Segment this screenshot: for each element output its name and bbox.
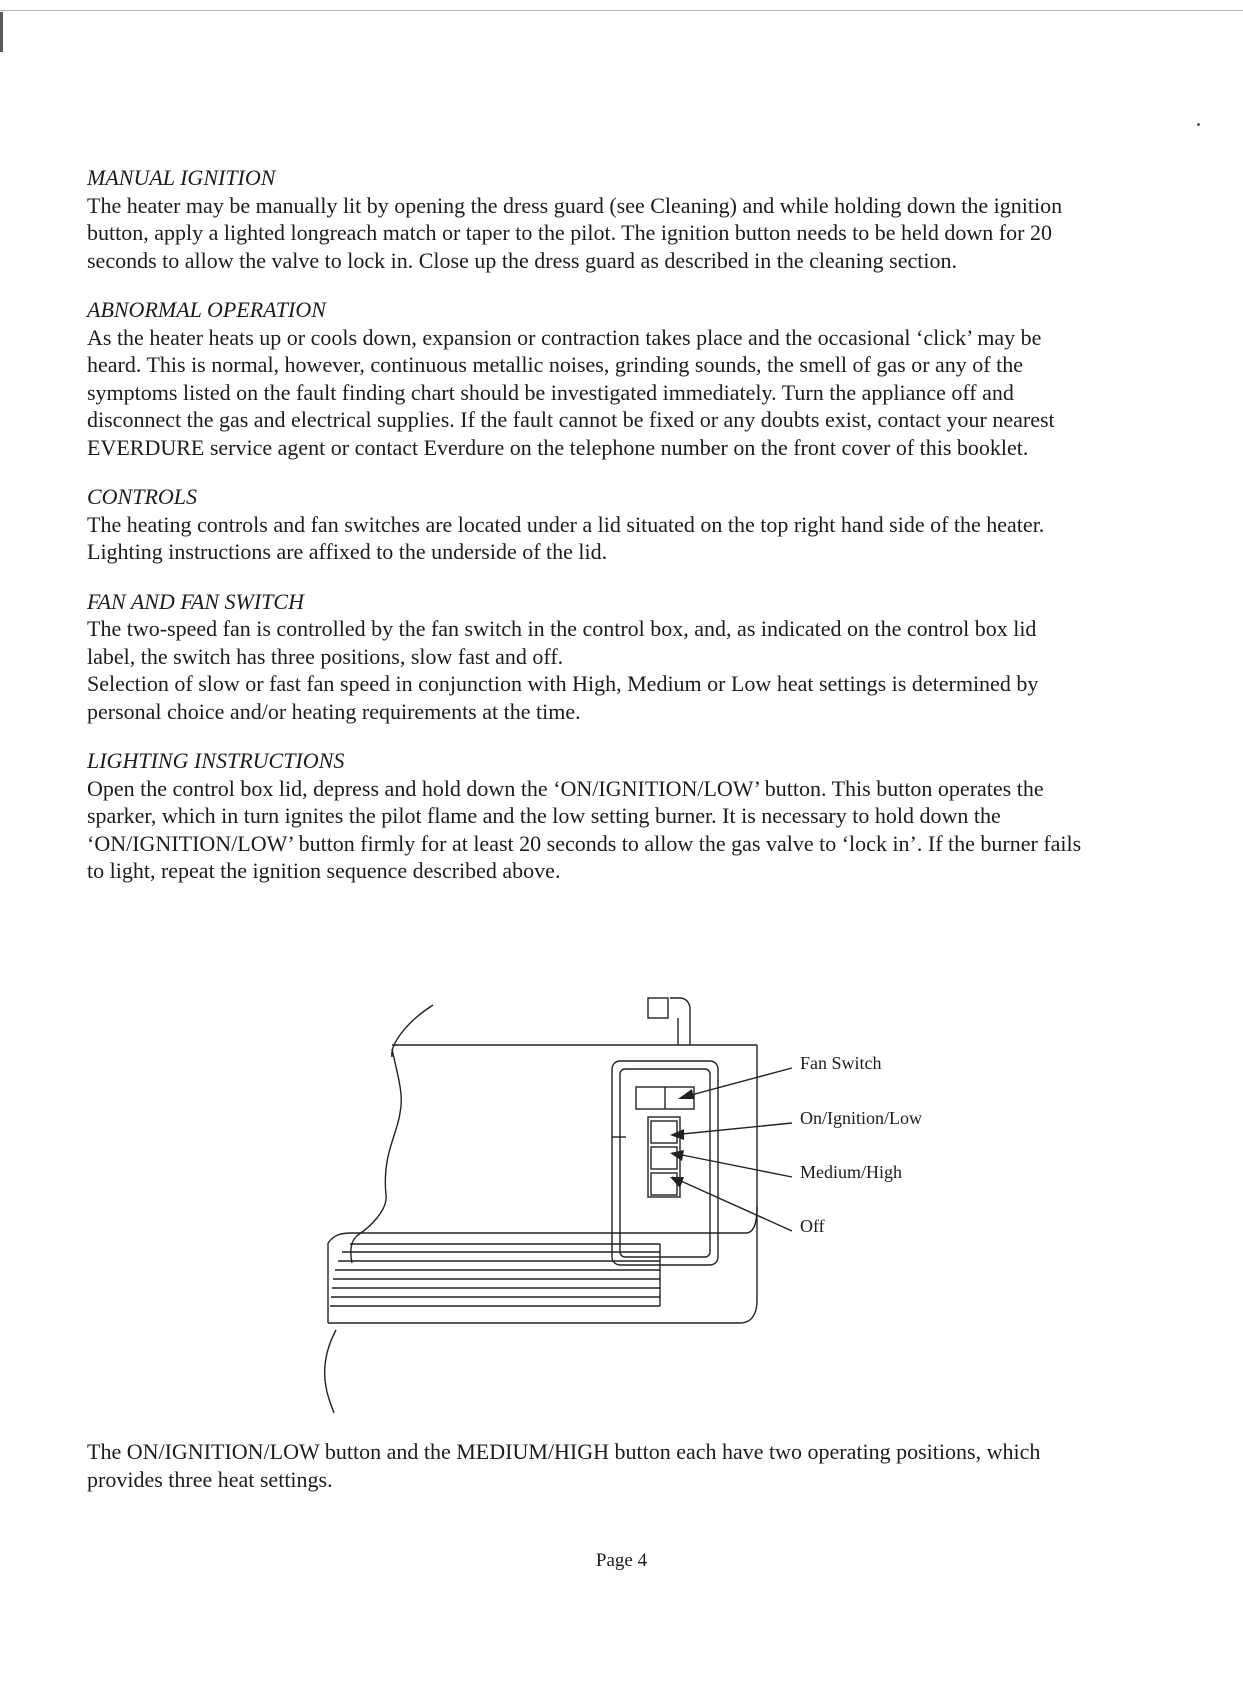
scan-border-line bbox=[0, 10, 1243, 11]
closing-note bbox=[87, 1438, 1087, 1493]
section-paragraph: The heater may be manually lit by opening the dress guard (see Cleaning) and while holding down the ignition button, apply a lighted longreach match or taper to the pilot. The ignition button needs to be held down for 20 seconds to allow the valve to lock in. Close up the dress guard as described in the cleaning section. bbox=[87, 192, 1063, 273]
instructions-body bbox=[87, 164, 1087, 907]
section-paragraph: Open the control box lid, depress and hold down the ‘ON/IGNITION/LOW’ button. This button operates the sparker, which in turn ignites the pilot flame and the low setting burner. It is necessary to hold down the ‘ON/IGNITION/LOW’ button firmly for at least 20 seconds to allow the gas valve to ‘lock in’. If the burner fails to light, repeat the ignition sequence described above. bbox=[87, 775, 1082, 883]
callout-arrows bbox=[670, 1068, 792, 1231]
section-lighting-instructions bbox=[87, 747, 1087, 885]
section-manual-ignition bbox=[87, 164, 1087, 274]
scan-edge-mark bbox=[0, 12, 3, 52]
section-heading: LIGHTING INSTRUCTIONS bbox=[87, 748, 345, 773]
off-label: Off bbox=[800, 1216, 825, 1236]
closing-paragraph: The ON/IGNITION/LOW button and the MEDIUM/HIGH button each have two operating positions, which provides three heat settings. bbox=[87, 1439, 1041, 1492]
section-heading: MANUAL IGNITION bbox=[87, 165, 276, 190]
section-abnormal-operation bbox=[87, 296, 1087, 461]
section-paragraph: As the heater heats up or cools down, expansion or contraction takes place and the occasional ‘click’ may be heard. This is normal, however, continuous metallic noises, grinding sounds, the smell of gas or any of the symptoms listed on the fault finding chart should be investigated immediately. Turn the appliance off and disconnect the gas and electrical supplies. If the fault cannot be fixed or any doubts exist, contact your nearest EVERDURE service agent or contact Everdure on the telephone number on the front cover of this booklet. bbox=[87, 324, 1055, 460]
heater-body-outline bbox=[325, 1005, 757, 1413]
section-heading: ABNORMAL OPERATION bbox=[87, 297, 326, 322]
section-paragraph: The two-speed fan is controlled by the fan switch in the control box, and, as indicated on the control box lid label, the switch has three positions, slow fast and off. bbox=[87, 616, 1037, 669]
section-fan-and-fan-switch bbox=[87, 588, 1087, 726]
page-number: Page 4 bbox=[595, 1550, 648, 1571]
section-heading: CONTROLS bbox=[87, 484, 198, 509]
control-buttons bbox=[648, 1117, 680, 1197]
control-box-diagram bbox=[300, 995, 960, 1415]
section-paragraph: The heating controls and fan switches are located under a lid situated on the top right hand side of the heater. Lighting instructions are affixed to the underside of the lid. bbox=[87, 511, 1045, 564]
section-controls bbox=[87, 483, 1087, 566]
section-paragraph: Selection of slow or fast fan speed in conjunction with High, Medium or Low heat settings is determined by personal choice and/or heating requirements at the time. bbox=[87, 671, 1039, 724]
medium-high-label: Medium/High bbox=[800, 1162, 902, 1182]
section-heading: FAN AND FAN SWITCH bbox=[87, 588, 304, 614]
fan-switch-label: Fan Switch bbox=[800, 1053, 882, 1073]
scan-speck bbox=[1197, 123, 1200, 126]
on-ignition-low-label: On/Ignition/Low bbox=[800, 1108, 922, 1128]
pipe-outlet bbox=[648, 998, 690, 1045]
